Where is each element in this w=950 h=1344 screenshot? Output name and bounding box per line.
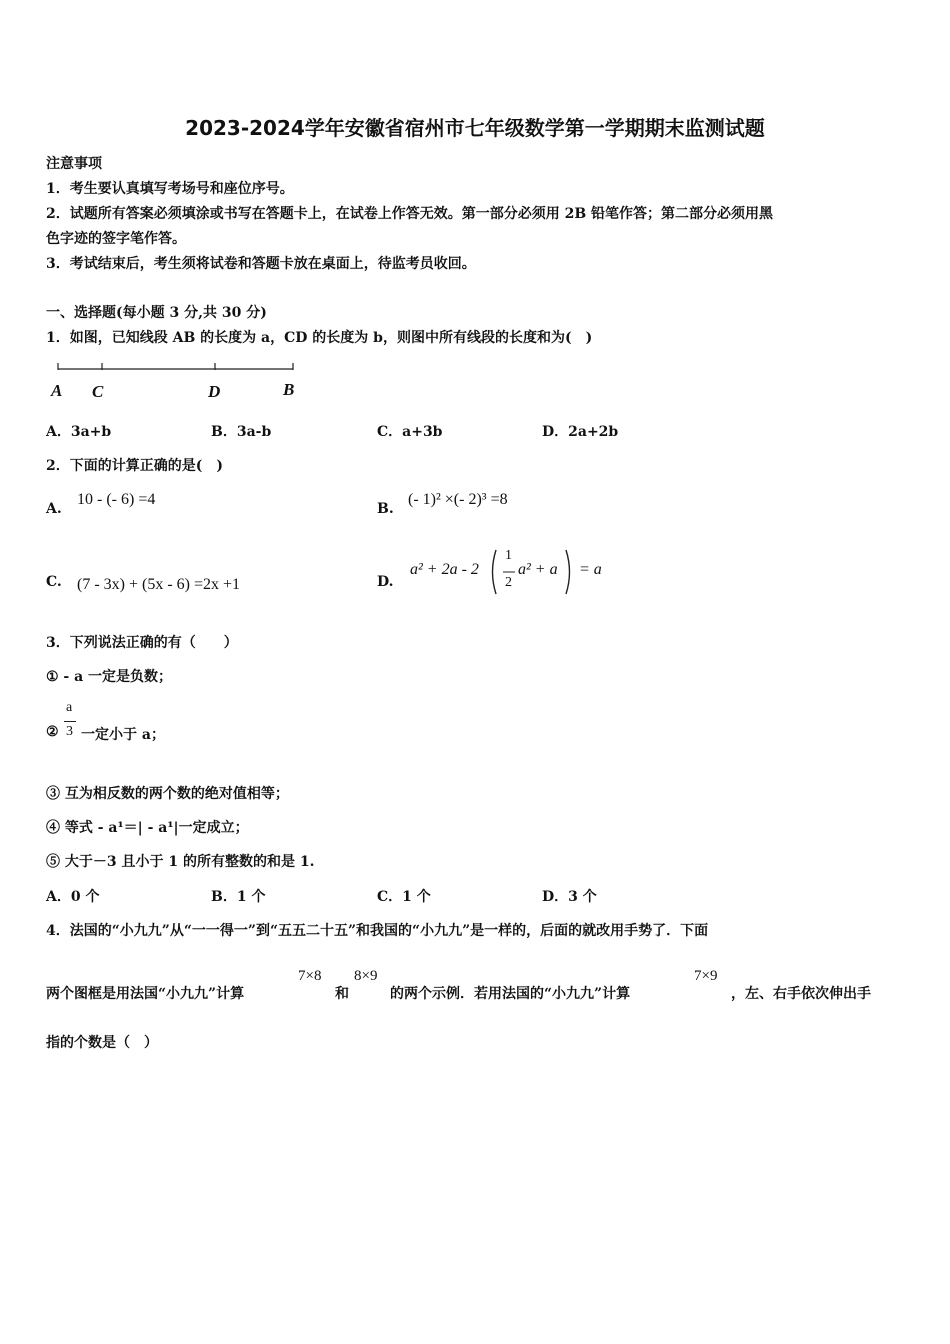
- point-label-a: A: [51, 381, 63, 400]
- statement-2-numerator: a: [66, 700, 73, 715]
- segment-figure: [50, 360, 310, 405]
- notice-item: 1．考生要认真填写考场号和座位序号。: [46, 181, 294, 197]
- option-c: C．1 个: [377, 889, 431, 905]
- option-a: A．0 个: [46, 889, 100, 905]
- option-a-label: A.: [46, 501, 62, 517]
- option-d-numerator: 1: [505, 548, 512, 563]
- question-2-stem: 2．下面的计算正确的是( ): [46, 458, 223, 474]
- statement-2-denominator: 3: [66, 724, 73, 739]
- question-4-text-b: 和: [335, 986, 349, 1002]
- statement-2-text: 一定小于 a；: [81, 727, 165, 743]
- point-label-c: C: [92, 382, 104, 401]
- question-4-line-3: 指的个数是（ ）: [46, 1035, 158, 1051]
- question-4-text-d: ，左、右手依次伸出手: [731, 986, 871, 1002]
- math-7x9: 7×9: [694, 968, 718, 984]
- math-7x8: 7×8: [298, 968, 322, 984]
- section-heading: 一、选择题(每小题 3 分,共 30 分): [46, 305, 267, 321]
- statement-1: ① - a 一定是负数；: [46, 669, 173, 685]
- option-c-expression: (7 - 3x) + (5x - 6) =2x +1: [77, 576, 241, 593]
- statement-2-fraction-bar: [64, 721, 76, 722]
- option-d-denominator: 2: [505, 575, 512, 590]
- statement-2-marker: ②: [46, 724, 59, 740]
- option-d: D．3 个: [542, 889, 597, 905]
- option-b-label: B.: [377, 501, 394, 517]
- math-8x9: 8×9: [354, 968, 378, 984]
- option-d-expression-pre: a² + 2a - 2: [410, 561, 479, 578]
- option-c: C．a+3b: [377, 424, 443, 440]
- point-label-b: B: [283, 380, 295, 399]
- option-d-expression-post: = a: [579, 561, 602, 578]
- option-b: B．1 个: [211, 889, 266, 905]
- option-b-expression: (- 1)² ×(- 2)³ =8: [408, 491, 508, 508]
- right-paren: [566, 550, 570, 594]
- notice-item: 3．考试结束后，考生须将试卷和答题卡放在桌面上，待监考员收回。: [46, 256, 476, 272]
- question-4-text-c: 的两个示例．若用法国的“小九九”计算: [390, 986, 631, 1002]
- statement-4: ④ 等式 - a¹＝| - a¹|一定成立；: [46, 820, 249, 836]
- option-d: D．2a+2b: [542, 424, 619, 440]
- statement-3: ③ 互为相反数的两个数的绝对值相等；: [46, 786, 289, 802]
- page-title: 2023-2024学年安徽省宿州市七年级数学第一学期期末监测试题: [185, 116, 765, 140]
- option-b: B．3a-b: [211, 424, 272, 440]
- point-label-d: D: [208, 382, 221, 401]
- notice-item: 2．试题所有答案必须填涂或书写在答题卡上，在试卷上作答无效。第一部分必须用 2B 铅笔作答；第二部分必须用黑: [46, 206, 774, 222]
- question-3-stem: 3．下列说法正确的有（ ）: [46, 635, 238, 651]
- option-d-label: D.: [377, 574, 394, 590]
- question-1-stem: 1．如图，已知线段 AB 的长度为 a，CD 的长度为 b，则图中所有线段的长度和为( ): [46, 330, 593, 346]
- question-4-text-a: 两个图框是用法国“小九九”计算: [46, 986, 245, 1002]
- statement-5: ⑤ 大于－3 且小于 1 的所有整数的和是 1.: [46, 854, 315, 870]
- left-paren: [493, 550, 497, 594]
- option-c-label: C.: [46, 574, 62, 590]
- option-d-expression-mid: a² + a: [518, 561, 558, 578]
- notice-item: 色字迹的签字笔作答。: [46, 231, 186, 247]
- question-4-line-1: 4．法国的“小九九”从“一一得一”到“五五二十五”和我国的“小九九”是一样的，后面的就改用手势了．下面: [46, 923, 709, 939]
- option-a: A．3a+b: [46, 424, 112, 440]
- option-a-expression: 10 - (- 6) =4: [77, 491, 156, 508]
- notice-heading: 注意事项: [46, 156, 102, 172]
